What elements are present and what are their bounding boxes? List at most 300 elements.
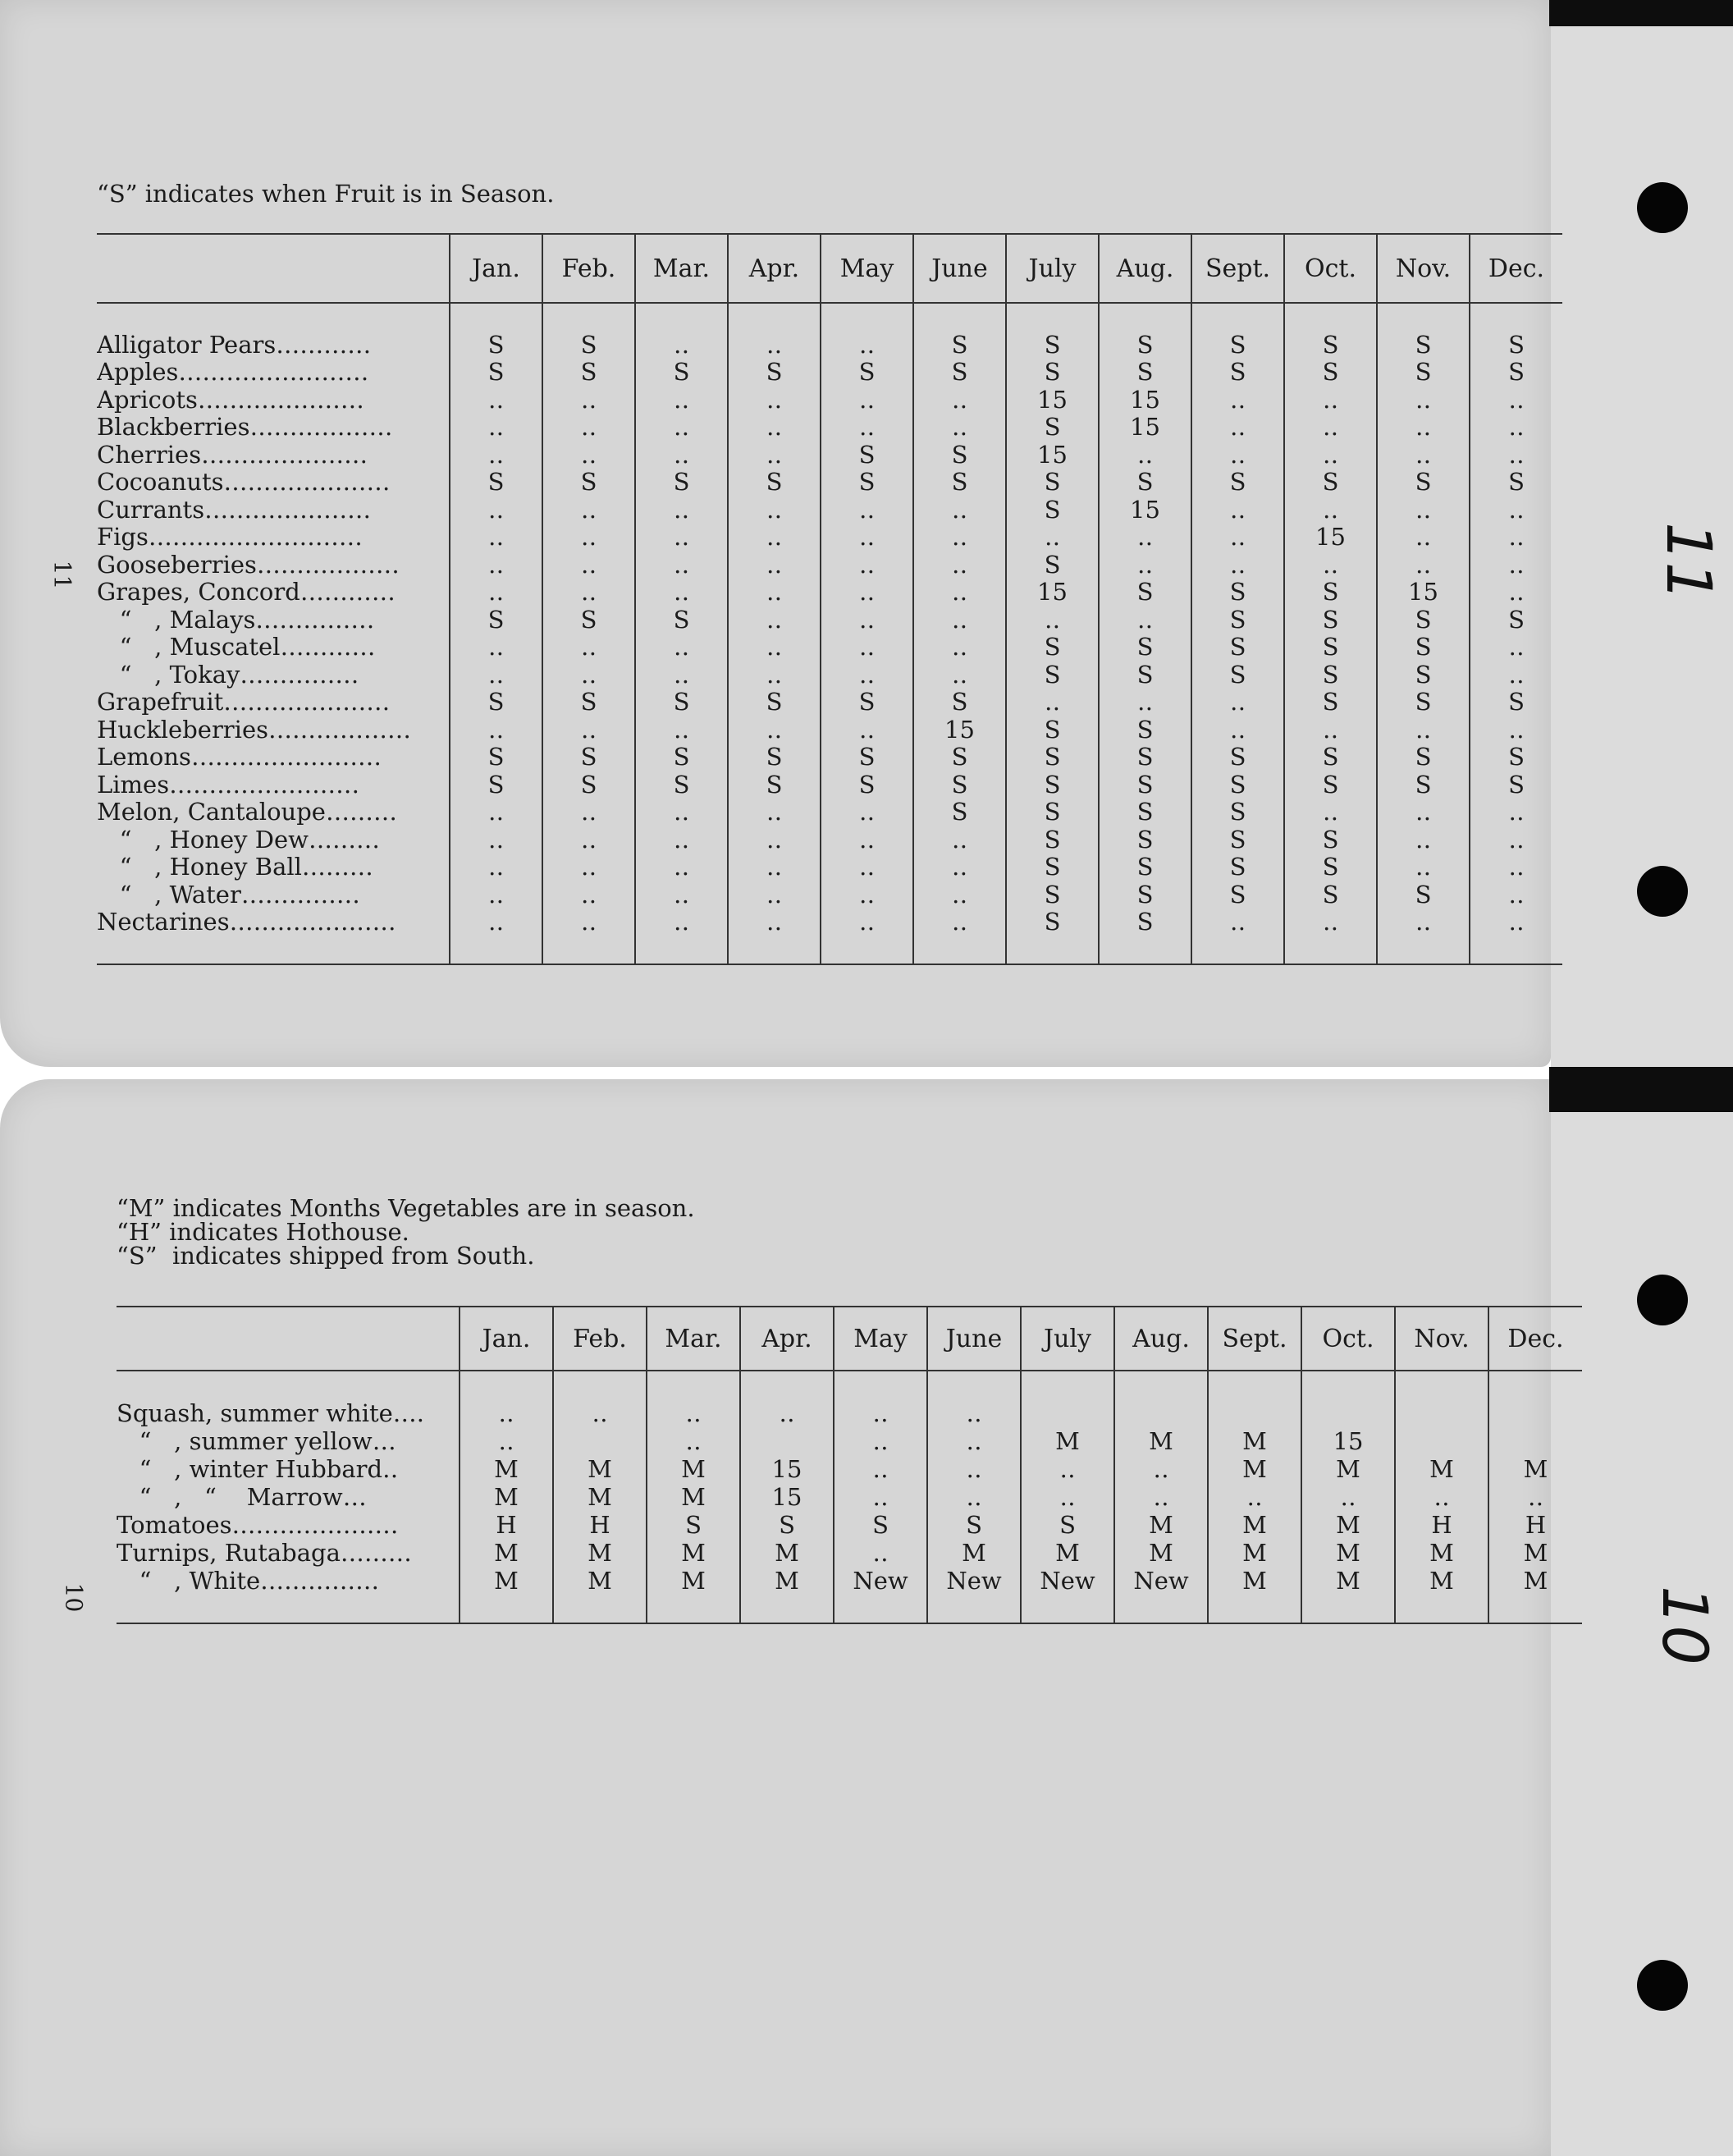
table-row — [97, 414, 1562, 442]
season-cell: ‥ — [728, 799, 821, 826]
vegetable-table-body — [117, 1371, 1582, 1623]
season-cell: S — [542, 607, 635, 634]
season-cell: S — [1470, 744, 1562, 771]
table-row — [97, 387, 1562, 414]
season-cell — [1114, 1399, 1208, 1427]
season-cell: S — [635, 359, 728, 387]
season-cell: M — [553, 1539, 647, 1567]
season-cell: ‥ — [542, 579, 635, 607]
season-cell: S — [635, 607, 728, 634]
season-cell: ‥ — [821, 881, 913, 909]
scan-edge — [1549, 1067, 1733, 1112]
season-cell: ‥ — [927, 1427, 1021, 1455]
season-cell: S — [450, 469, 542, 497]
season-cell: M — [1488, 1539, 1582, 1567]
season-cell: ‥ — [728, 716, 821, 744]
season-cell: ‥ — [1284, 497, 1377, 524]
season-cell: S — [1191, 469, 1284, 497]
table-row — [97, 689, 1562, 716]
row-label: Grapes, Concord………… — [97, 579, 396, 606]
season-cell: S — [542, 469, 635, 497]
season-cell: ‥ — [1191, 716, 1284, 744]
season-cell: ‥ — [821, 414, 913, 442]
season-cell: ‥ — [821, 607, 913, 634]
season-cell: S — [1099, 579, 1191, 607]
month-header-row — [97, 234, 1562, 303]
season-cell: ‥ — [913, 607, 1006, 634]
season-cell: 15 — [913, 716, 1006, 744]
season-cell: ‥ — [635, 799, 728, 826]
season-cell — [553, 1427, 647, 1455]
season-cell: ‥ — [1021, 1455, 1114, 1483]
season-cell: ‥ — [728, 387, 821, 414]
season-cell: ‥ — [821, 524, 913, 552]
season-cell: ‥ — [728, 524, 821, 552]
season-cell: ‥ — [450, 716, 542, 744]
season-cell: M — [1301, 1539, 1395, 1567]
season-cell: ‥ — [635, 552, 728, 579]
row-label: “ , winter Hubbard‥ — [117, 1455, 399, 1483]
season-cell: S — [1284, 771, 1377, 799]
season-cell: ‥ — [821, 799, 913, 826]
season-cell: S — [1099, 771, 1191, 799]
season-cell: ‥ — [1470, 524, 1562, 552]
fruit-table-body — [97, 303, 1562, 964]
season-cell: ‥ — [1488, 1483, 1582, 1511]
season-cell: S — [1377, 744, 1470, 771]
season-cell: S — [1377, 469, 1470, 497]
season-cell: ‥ — [728, 854, 821, 881]
season-cell: S — [1470, 469, 1562, 497]
season-cell: S — [728, 689, 821, 716]
season-cell: M — [647, 1455, 740, 1483]
season-cell: ‥ — [542, 854, 635, 881]
season-cell: ‥ — [635, 634, 728, 661]
season-cell: S — [1006, 497, 1099, 524]
season-cell: ‥ — [1191, 387, 1284, 414]
season-cell: ‥ — [1470, 854, 1562, 881]
table-row — [97, 332, 1562, 359]
season-cell: ‥ — [1099, 552, 1191, 579]
season-cell: H — [1488, 1511, 1582, 1539]
season-cell: S — [821, 771, 913, 799]
season-cell: ‥ — [834, 1399, 927, 1427]
season-cell: ‥ — [821, 332, 913, 359]
season-cell: ‥ — [1377, 414, 1470, 442]
season-cell: ‥ — [821, 552, 913, 579]
season-cell: ‥ — [728, 826, 821, 854]
row-label: “ , Water…………… — [97, 881, 360, 909]
season-cell: S — [821, 359, 913, 387]
season-cell: ‥ — [1114, 1483, 1208, 1511]
row-label: Nectarines………………… — [97, 909, 396, 936]
season-cell: ‥ — [1284, 442, 1377, 469]
season-cell: S — [1284, 359, 1377, 387]
season-cell: ‥ — [821, 854, 913, 881]
month-header: Nov. — [1377, 234, 1470, 303]
season-cell: ‥ — [1099, 442, 1191, 469]
vegetable-legend-h: “H” indicates Hothouse. — [117, 1218, 409, 1246]
row-label: Grapefruit………………… — [97, 689, 391, 716]
season-cell: ‥ — [542, 387, 635, 414]
month-header: Feb. — [553, 1307, 647, 1371]
page-number: 10 — [60, 1582, 88, 1613]
season-cell: ‥ — [834, 1455, 927, 1483]
row-label: “ , “ Marrow… — [117, 1483, 367, 1511]
season-cell: S — [1006, 854, 1099, 881]
season-cell: ‥ — [1470, 497, 1562, 524]
row-label: Squash, summer white…. — [117, 1399, 425, 1427]
season-cell: ‥ — [553, 1399, 647, 1427]
table-row — [117, 1567, 1582, 1595]
season-cell: ‥ — [1377, 826, 1470, 854]
season-cell: M — [1114, 1427, 1208, 1455]
month-header: May — [821, 234, 913, 303]
row-label: Blackberries……………… — [97, 414, 393, 441]
season-cell: M — [647, 1539, 740, 1567]
season-cell: ‥ — [542, 826, 635, 854]
season-cell: 15 — [740, 1483, 834, 1511]
season-cell: S — [1099, 909, 1191, 936]
season-cell: ‥ — [821, 387, 913, 414]
row-label: Currants………………… — [97, 496, 372, 524]
season-cell: S — [1099, 716, 1191, 744]
season-cell: ‥ — [913, 387, 1006, 414]
season-cell: ‥ — [460, 1399, 553, 1427]
month-header: July — [1021, 1307, 1114, 1371]
table-row — [117, 1539, 1582, 1567]
vegetable-season-table — [117, 1306, 1582, 1624]
season-cell: S — [1191, 661, 1284, 689]
table-row — [97, 799, 1562, 826]
month-header: Dec. — [1488, 1307, 1582, 1371]
table-row — [97, 744, 1562, 771]
season-cell: S — [1191, 799, 1284, 826]
table-row — [97, 524, 1562, 552]
season-cell: M — [1208, 1567, 1301, 1595]
season-cell: S — [1377, 689, 1470, 716]
season-cell: ‥ — [913, 881, 1006, 909]
season-cell: S — [1006, 634, 1099, 661]
season-cell: 15 — [1006, 579, 1099, 607]
season-cell: ‥ — [1191, 497, 1284, 524]
month-header: Jan. — [460, 1307, 553, 1371]
season-cell: 15 — [1099, 414, 1191, 442]
season-cell: ‥ — [821, 634, 913, 661]
table-row — [97, 552, 1562, 579]
season-cell: ‥ — [1191, 414, 1284, 442]
season-cell: S — [740, 1511, 834, 1539]
season-cell: S — [1284, 881, 1377, 909]
season-cell: ‥ — [635, 716, 728, 744]
season-cell: S — [542, 359, 635, 387]
season-cell: S — [1470, 359, 1562, 387]
season-cell: ‥ — [1377, 524, 1470, 552]
season-cell: ‥ — [913, 909, 1006, 936]
season-cell: ‥ — [1099, 524, 1191, 552]
fruit-legend: “S” indicates when Fruit is in Season. — [97, 180, 555, 208]
season-cell: M — [1208, 1427, 1301, 1455]
season-cell: S — [1377, 332, 1470, 359]
season-cell: M — [1208, 1511, 1301, 1539]
month-header: Sept. — [1208, 1307, 1301, 1371]
season-cell: 15 — [1377, 579, 1470, 607]
season-cell: ‥ — [450, 909, 542, 936]
season-cell: New — [834, 1567, 927, 1595]
season-cell: S — [1099, 359, 1191, 387]
season-cell: ‥ — [1284, 552, 1377, 579]
season-cell: ‥ — [542, 552, 635, 579]
season-cell: S — [728, 771, 821, 799]
season-cell: M — [740, 1567, 834, 1595]
month-header: Mar. — [647, 1307, 740, 1371]
season-cell: S — [1006, 661, 1099, 689]
season-cell: S — [913, 771, 1006, 799]
season-cell: S — [1191, 881, 1284, 909]
season-cell: ‥ — [913, 854, 1006, 881]
month-header: May — [834, 1307, 927, 1371]
season-cell: ‥ — [1470, 579, 1562, 607]
season-cell — [1395, 1399, 1488, 1427]
season-cell: S — [1470, 607, 1562, 634]
month-header: Nov. — [1395, 1307, 1488, 1371]
row-label: Alligator Pears………… — [97, 331, 372, 359]
season-cell: ‥ — [450, 854, 542, 881]
table-row — [117, 1399, 1582, 1427]
season-cell: ‥ — [728, 414, 821, 442]
season-cell: ‥ — [1395, 1483, 1488, 1511]
season-cell: ‥ — [542, 881, 635, 909]
month-header: Aug. — [1099, 234, 1191, 303]
table-row — [97, 716, 1562, 744]
season-cell: ‥ — [647, 1427, 740, 1455]
season-cell: ‥ — [1470, 881, 1562, 909]
season-cell: M — [1488, 1455, 1582, 1483]
season-cell: ‥ — [1006, 607, 1099, 634]
season-cell: S — [1099, 854, 1191, 881]
row-label: Limes…………………… — [97, 771, 360, 799]
season-cell: M — [460, 1455, 553, 1483]
season-cell: S — [927, 1511, 1021, 1539]
season-cell: ‥ — [913, 414, 1006, 442]
season-cell: ‥ — [728, 607, 821, 634]
season-cell: ‥ — [1284, 909, 1377, 936]
season-cell: New — [1114, 1567, 1208, 1595]
season-cell: ‥ — [1021, 1483, 1114, 1511]
season-cell: H — [460, 1511, 553, 1539]
row-label: Melon, Cantaloupe……… — [97, 799, 397, 826]
season-cell: M — [647, 1567, 740, 1595]
season-cell: ‥ — [1470, 909, 1562, 936]
table-row — [97, 909, 1562, 936]
season-cell: ‥ — [542, 909, 635, 936]
season-cell: 15 — [1006, 387, 1099, 414]
season-cell: M — [1395, 1539, 1488, 1567]
row-label: Tomatoes………………… — [117, 1511, 399, 1539]
season-cell: S — [450, 744, 542, 771]
season-cell: ‥ — [1377, 387, 1470, 414]
season-cell: ‥ — [450, 552, 542, 579]
season-cell: ‥ — [450, 414, 542, 442]
season-cell: S — [1284, 689, 1377, 716]
season-cell: New — [927, 1567, 1021, 1595]
season-cell: ‥ — [913, 579, 1006, 607]
season-cell — [1208, 1399, 1301, 1427]
season-cell: M — [553, 1567, 647, 1595]
table-row — [97, 881, 1562, 909]
season-cell: ‥ — [450, 634, 542, 661]
fruit-season-table — [97, 233, 1562, 965]
season-cell: M — [1301, 1455, 1395, 1483]
season-cell: ‥ — [1006, 524, 1099, 552]
season-cell — [1021, 1399, 1114, 1427]
season-cell: ‥ — [913, 826, 1006, 854]
season-cell: S — [1284, 744, 1377, 771]
season-cell: ‥ — [1099, 607, 1191, 634]
season-cell: S — [913, 799, 1006, 826]
season-cell: S — [450, 607, 542, 634]
season-cell: S — [821, 469, 913, 497]
season-cell: ‥ — [647, 1399, 740, 1427]
season-cell: ‥ — [450, 524, 542, 552]
season-cell: ‥ — [1006, 689, 1099, 716]
season-cell: ‥ — [450, 826, 542, 854]
season-cell: ‥ — [1208, 1483, 1301, 1511]
season-cell: ‥ — [635, 442, 728, 469]
month-header: Feb. — [542, 234, 635, 303]
season-cell: ‥ — [728, 579, 821, 607]
season-cell: ‥ — [635, 881, 728, 909]
season-cell: S — [1377, 607, 1470, 634]
season-cell: S — [1284, 661, 1377, 689]
season-cell: M — [1208, 1455, 1301, 1483]
season-cell: M — [1208, 1539, 1301, 1567]
month-header: July — [1006, 234, 1099, 303]
binder-hole — [1637, 1275, 1688, 1325]
season-cell: M — [1488, 1567, 1582, 1595]
season-cell: 15 — [1006, 442, 1099, 469]
season-cell: ‥ — [450, 497, 542, 524]
season-cell: ‥ — [728, 909, 821, 936]
season-cell: S — [821, 442, 913, 469]
row-label: Cherries………………… — [97, 441, 368, 469]
season-cell: M — [1395, 1455, 1488, 1483]
row-label: “ , Honey Dew……… — [97, 826, 380, 854]
table-row — [97, 442, 1562, 469]
month-header: Mar. — [635, 234, 728, 303]
season-cell: S — [1191, 826, 1284, 854]
season-cell: S — [1006, 909, 1099, 936]
season-cell: ‥ — [834, 1483, 927, 1511]
season-cell: S — [1377, 771, 1470, 799]
month-header-row — [117, 1307, 1582, 1371]
season-cell: S — [450, 771, 542, 799]
month-header: June — [913, 234, 1006, 303]
table-row — [97, 607, 1562, 634]
season-cell: ‥ — [927, 1455, 1021, 1483]
table-row — [117, 1511, 1582, 1539]
season-cell: M — [1395, 1567, 1488, 1595]
month-header: Jan. — [450, 234, 542, 303]
table-row — [97, 854, 1562, 881]
season-cell: ‥ — [728, 497, 821, 524]
season-cell: ‥ — [1284, 716, 1377, 744]
season-cell: S — [1191, 634, 1284, 661]
season-cell: S — [728, 744, 821, 771]
season-cell: S — [542, 744, 635, 771]
season-cell: M — [1021, 1539, 1114, 1567]
binder-hole — [1637, 1960, 1688, 2011]
table-row — [97, 771, 1562, 799]
season-cell: ‥ — [1114, 1455, 1208, 1483]
header-blank — [97, 234, 450, 303]
season-cell: S — [1191, 744, 1284, 771]
season-cell: S — [834, 1511, 927, 1539]
season-cell: ‥ — [1377, 716, 1470, 744]
season-cell: S — [1006, 744, 1099, 771]
season-cell: ‥ — [913, 497, 1006, 524]
season-cell: S — [1470, 771, 1562, 799]
season-cell: S — [1191, 359, 1284, 387]
row-label: “ , Muscatel………… — [97, 634, 376, 661]
season-cell: ‥ — [927, 1483, 1021, 1511]
handwritten-page-number: 10 — [1648, 1586, 1722, 1665]
season-cell: ‥ — [728, 661, 821, 689]
season-cell: S — [1191, 579, 1284, 607]
row-label: “ , Malays…………… — [97, 606, 375, 634]
season-cell: ‥ — [1377, 909, 1470, 936]
season-cell: ‥ — [728, 332, 821, 359]
season-cell: S — [913, 332, 1006, 359]
season-cell: S — [1099, 332, 1191, 359]
season-cell: S — [635, 689, 728, 716]
season-cell: M — [460, 1567, 553, 1595]
season-cell: ‥ — [913, 552, 1006, 579]
row-label: Apricots………………… — [97, 386, 364, 414]
row-label: “ , White…………… — [117, 1567, 380, 1595]
season-cell: ‥ — [542, 716, 635, 744]
season-cell: S — [1377, 881, 1470, 909]
season-cell: S — [1284, 469, 1377, 497]
season-cell: S — [821, 689, 913, 716]
season-cell: M — [553, 1483, 647, 1511]
season-cell: ‥ — [450, 881, 542, 909]
row-label: Lemons…………………… — [97, 744, 382, 771]
season-cell: ‥ — [740, 1399, 834, 1427]
table-row — [117, 1483, 1582, 1511]
handwritten-page-number: 11 — [1652, 522, 1726, 602]
season-cell: S — [1470, 689, 1562, 716]
season-cell: S — [450, 332, 542, 359]
season-cell: M — [1021, 1427, 1114, 1455]
season-cell — [1488, 1427, 1582, 1455]
scan-edge — [1549, 0, 1733, 26]
season-cell: M — [553, 1455, 647, 1483]
season-cell: ‥ — [542, 634, 635, 661]
season-cell — [740, 1427, 834, 1455]
season-cell: S — [1191, 332, 1284, 359]
season-cell: ‥ — [635, 854, 728, 881]
season-cell: S — [1006, 881, 1099, 909]
season-cell: S — [1377, 634, 1470, 661]
row-label: “ , Tokay…………… — [97, 661, 359, 689]
season-cell: S — [1006, 826, 1099, 854]
season-cell: S — [1006, 469, 1099, 497]
row-label: “ , Honey Ball……… — [97, 854, 373, 881]
season-cell: ‥ — [450, 387, 542, 414]
season-cell: ‥ — [1377, 497, 1470, 524]
season-cell: ‥ — [1301, 1483, 1395, 1511]
